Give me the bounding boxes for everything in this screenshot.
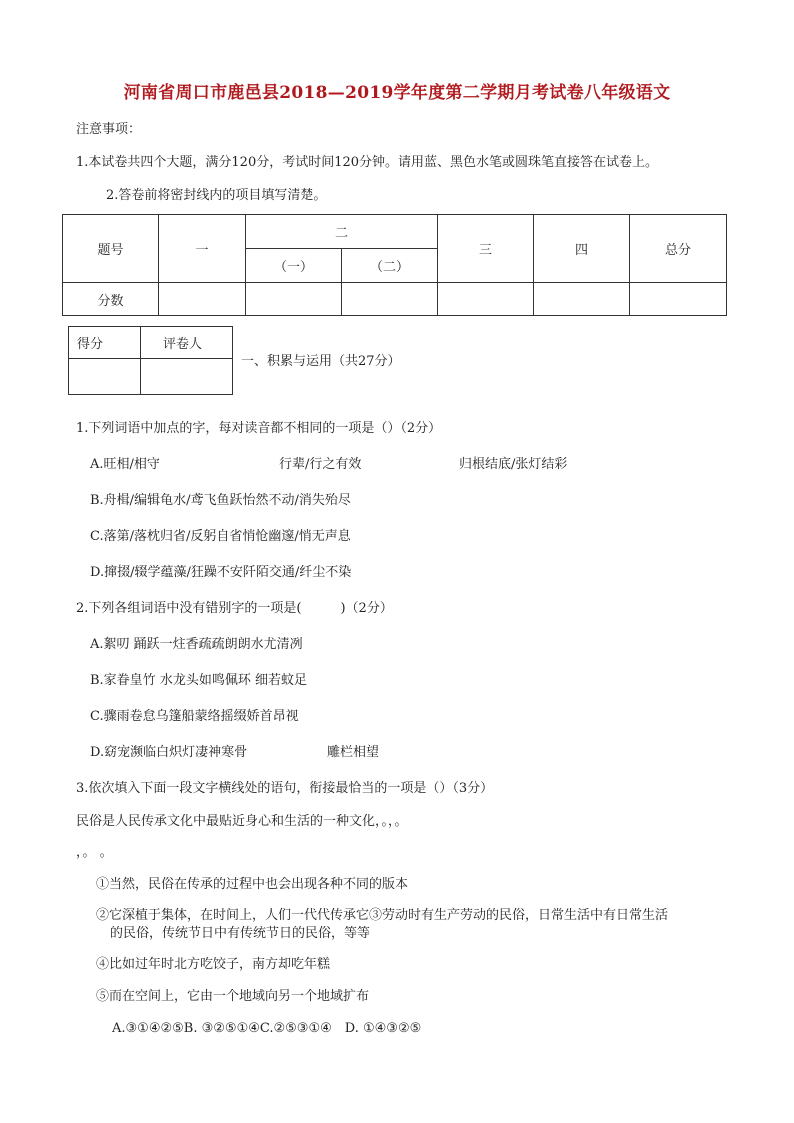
score-cell[interactable] <box>534 283 630 316</box>
q2-option-d-part-1: D.窈宠濒临白炽灯凄神寒骨 <box>90 745 248 760</box>
q2-option-d <box>90 741 379 760</box>
q3-passage: 民俗是人民传承文化中最贴近身心和生活的一种文化，。，。 <box>76 814 408 829</box>
section-1-title: 一、积累与运用（共27分） <box>241 354 401 369</box>
q3-sentence-4: ④比如过年时北方吃饺子，南方却吃年糕 <box>96 957 331 972</box>
score-cell[interactable] <box>630 283 727 316</box>
q1-option-a <box>90 453 567 472</box>
score-table-col-1: 一 <box>159 215 246 283</box>
q1-option-b: B.舟楫/编辑龟水/鸢飞鱼跃怡然不动/消失殆尽 <box>90 493 351 508</box>
q1-stem: 1.下列词语中加点的字，每对读音都不相同的一项是（）（2分） <box>76 421 442 436</box>
q3-options: A.③①④②⑤B. ③②⑤①④C.②⑤③①④ D. ①④③②⑤ <box>112 1021 422 1036</box>
score-table-col-2-sub-2: （二） <box>342 249 438 283</box>
score-table-col-3: 三 <box>438 215 534 283</box>
q2-stem: 2.下列各组词语中没有错别字的一项是( )（2分） <box>76 601 393 616</box>
score-cell[interactable] <box>246 283 342 316</box>
q1-option-a-part-1: A.旺相/相守 <box>90 457 160 472</box>
grader-score-cell[interactable] <box>69 359 141 395</box>
score-table-row-label: 分数 <box>63 283 159 316</box>
q1-option-d: D.撺掇/辍学蕴藻/狂躁不安阡陌交通/纤尘不染 <box>90 565 352 580</box>
score-table-col-2-sub-1: （一） <box>246 249 342 283</box>
q1-option-a-part-2: 行辈/行之有效 <box>279 457 362 472</box>
notice-item-2: 2.答卷前将密封线内的项目填写清楚。 <box>106 188 327 203</box>
q2-option-a: A.絮叨 踊跃一炷香疏疏朗朗水尤清冽 <box>90 637 303 652</box>
score-cell[interactable] <box>342 283 438 316</box>
score-cell[interactable] <box>438 283 534 316</box>
score-table-col-2: 二 <box>246 215 438 249</box>
score-table-col-4: 四 <box>534 215 630 283</box>
q2-option-d-part-2: 雕栏相望 <box>327 745 380 760</box>
q3-sentence-5: ⑤而在空间上，它由一个地域向另一个地域扩布 <box>96 989 370 1004</box>
score-table <box>62 214 727 316</box>
q1-option-c: C.落第/落枕归省/反躬自省悄怆幽邃/悄无声息 <box>90 529 351 544</box>
notice-item-1: 1.本试卷共四个大题，满分120分，考试时间120分钟。请用蓝、黑色水笔或圆珠笔直接答在试卷上。 <box>76 155 659 170</box>
page-title: 河南省周口市鹿邑县2018—2019学年度第二学期月考试卷八年级语文 <box>123 83 671 103</box>
q3-passage-blanks: ，。 。 <box>76 845 113 860</box>
q1-option-a-part-3: 归根结底/张灯结彩 <box>459 457 568 472</box>
q3-sentence-1: ①当然，民俗在传承的过程中也会出现各种不同的版本 <box>96 877 409 892</box>
score-table-col-5: 总分 <box>630 215 727 283</box>
q3-stem: 3.依次填入下面一段文字横线处的语句，衔接最恰当的一项是（）（3分） <box>76 781 494 796</box>
q2-option-c: C.骤雨卷怠乌篷船蒙络摇缀娇首昂视 <box>90 709 299 724</box>
score-table-header-label: 题号 <box>63 215 159 283</box>
grader-name-label: 评卷人 <box>141 327 233 359</box>
score-cell[interactable] <box>159 283 246 316</box>
grader-table <box>68 326 233 395</box>
grader-name-cell[interactable] <box>141 359 233 395</box>
notice-heading: 注意事项： <box>76 122 142 137</box>
q3-sentence-2-line-2: 的民俗，传统节日中有传统节日的民俗，等等 <box>110 926 371 941</box>
q2-option-b: B.家眷皇竹 水龙头如鸣佩环 细若蚊足 <box>90 673 307 688</box>
q3-sentence-2-line-1: ②它深植于集体，在时间上，人们一代代传承它③劳动时有生产劳动的民俗，日常生活中有日常生活 <box>96 908 669 923</box>
grader-score-label: 得分 <box>69 327 141 359</box>
